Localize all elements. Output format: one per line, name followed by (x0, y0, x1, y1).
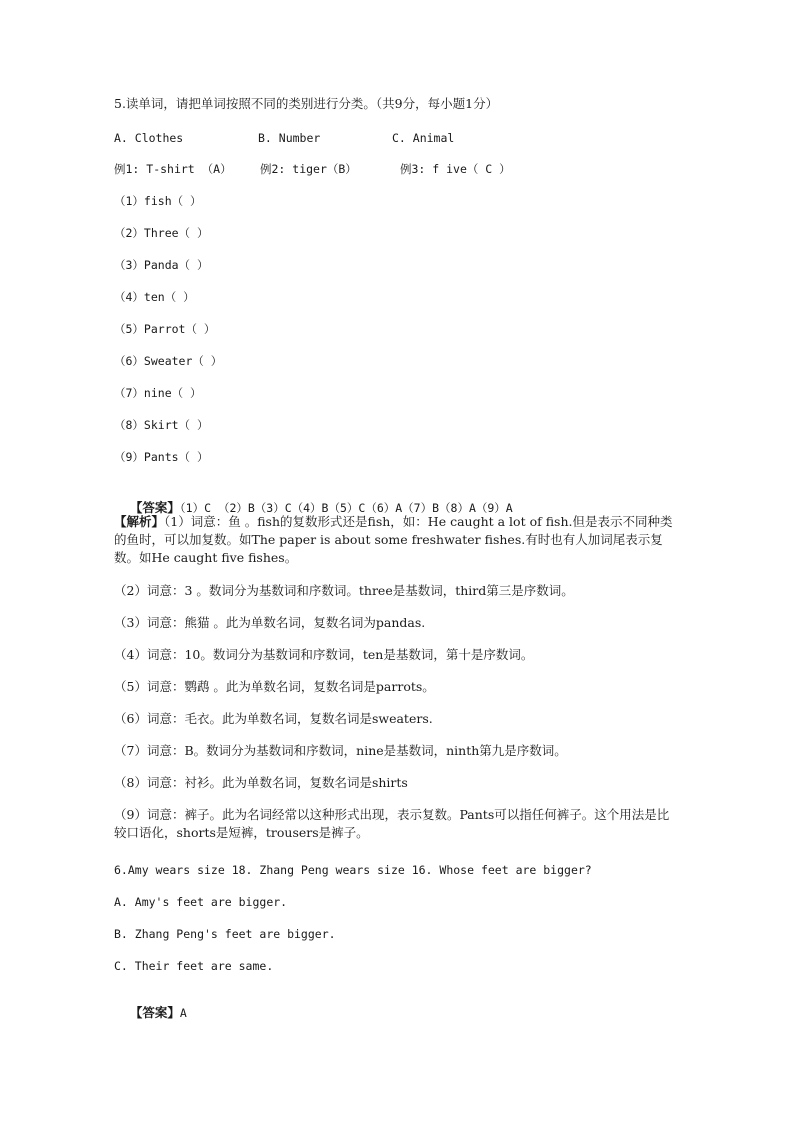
question-title: 6.Amy wears size 18. Zhang Peng wears size 16. Whose feet are bigger? (114, 863, 592, 877)
answer-label: 【答案】 (129, 1005, 180, 1020)
option-c: C. Animal (392, 131, 455, 145)
example-3: 例3: f ive（ C ） (400, 162, 511, 176)
item-2: （2）Three（ ） (114, 226, 209, 240)
analysis-8: （8）词意：衬衫。此为单数名词，复数名词是shirts (114, 775, 408, 790)
option-b: B. Number (258, 131, 321, 145)
question-title: 5.读单词，请把单词按照不同的类别进行分类。（共9分，每小题1分） (114, 96, 499, 111)
answer-text: （1）C （2）B（3）C（4）B（5）C（6）A（7）B（8）A（9）A (179, 501, 513, 515)
item-1: （1）fish（ ） (114, 194, 202, 208)
analysis-text-1: （1）词意：鱼 。fish的复数形式还是fish，如：He caught a lot of fish.但是表示不同种类的鱼时，可以加复数。如The paper is about some freshwater fishes.有时也有人加词尾表示复数。如He caught five fishes。 (114, 514, 673, 565)
analysis-1 (114, 513, 674, 567)
analysis-9: （9）词意：裤子。此为名词经常以这种形式出现，表示复数。Pants可以指任何裤子。这个用法是比较口语化，shorts是短裤，trousers是裤子。 (114, 807, 670, 840)
item-7: （7）nine（ ） (114, 386, 202, 400)
choice-b: B. Zhang Peng's feet are bigger. (114, 927, 336, 941)
item-4: （4）ten（ ） (114, 290, 195, 304)
choice-c: C. Their feet are same. (114, 959, 274, 973)
choice-a: A. Amy's feet are bigger. (114, 895, 288, 909)
answer-text: A (179, 1006, 187, 1020)
analysis-label: 【解析】 (114, 514, 165, 529)
analysis-2: （2）词意：3 。数词分为基数词和序数词。three是基数词，third第三是序数词。 (114, 583, 574, 598)
analysis-4: （4）词意：10。数词分为基数词和序数词，ten是基数词，第十是序数词。 (114, 647, 534, 662)
answer-label: 【答案】 (129, 500, 180, 515)
option-a: A. Clothes (114, 131, 184, 145)
item-9: （9）Pants（ ） (114, 450, 209, 464)
answer-line (114, 986, 187, 1040)
item-6: （6）Sweater（ ） (114, 354, 223, 368)
example-1: 例1: T-shirt （A） (114, 162, 232, 176)
analysis-7: （7）词意：B。数词分为基数词和序数词，nine是基数词，ninth第九是序数词。 (114, 743, 567, 758)
analysis-5: （5）词意：鹦鹉 。此为单数名词，复数名词是parrots。 (114, 679, 435, 694)
item-3: （3）Panda（ ） (114, 258, 209, 272)
example-2: 例2: tiger（B） (260, 162, 357, 176)
analysis-3: （3）词意：熊猫 。此为单数名词，复数名词为pandas. (114, 615, 426, 630)
item-8: （8）Skirt（ ） (114, 418, 209, 432)
item-5: （5）Parrot（ ） (114, 322, 216, 336)
analysis-6: （6）词意：毛衣。此为单数名词，复数名词是sweaters. (114, 711, 433, 726)
